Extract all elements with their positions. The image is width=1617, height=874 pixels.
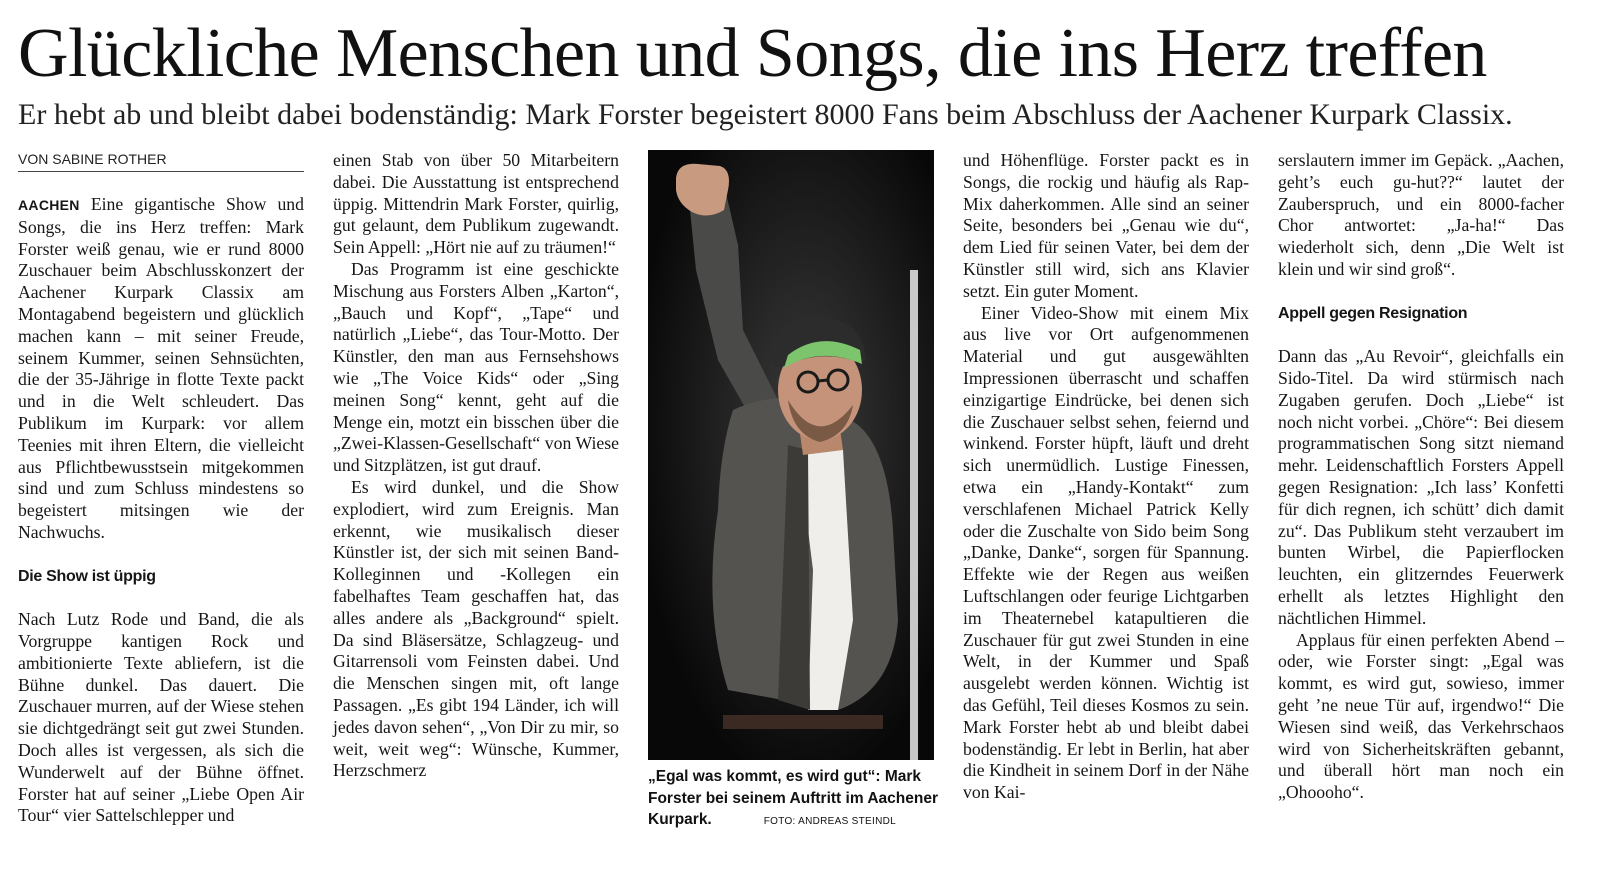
dateline: AACHEN	[18, 197, 80, 213]
paragraph: Es wird dunkel, und die Show explodiert, wird zum Ereignis. Man erkennt, wie musikalisch dieser Künstler ist, der sich mit seinen Band-Kolleginnen und -Kollegen ein fabelhaftes Team geschaffen hat, das alles andere als „Background“ spielt. Da sind Bläsersätze, Schlagzeug- und Gitarrensoli vom Feinsten dabei. Und die Menschen singen mit, oft lange Passagen. „Es gibt 194 Länder, ich will jedes davon sehen“, „Von Dir zu mir, so weit, weit weg“: Wünsche, Kummer, Herzschmerz	[333, 476, 619, 781]
concert-photo	[648, 150, 934, 760]
paragraph-intro	[18, 194, 304, 544]
subheading-appell: Appell gegen Resignation	[1278, 304, 1468, 322]
paragraph-intro-text: Eine gigantische Show und Songs, die ins Herz treffen: Mark Forster weiß genau, wie er rund 8000 Zuschauer beim Abschlusskonzert der Aachener Kurpark Classix am Montagabend begeistern und glücklich machen kann – mit seiner Freude, seinem Kummer, seinen Sehnsüchten, die der 35-Jährige in flotte Texte packt und in die Welt schleudert. Das Publikum im Kurpark: vor allem Teenies mit ihren Eltern, die vielleicht aus Pflichtbewusstsein mitgekommen sind und zum Schluss mindestens so begeistert mitsingen wie der Nachwuchs.	[18, 194, 304, 542]
performer-illustration	[648, 150, 934, 760]
headline: Glückliche Menschen und Songs, die ins Herz treffen	[18, 15, 1487, 92]
subheading-show: Die Show ist üppig	[18, 567, 156, 585]
column-2	[333, 150, 619, 782]
paragraph: Nach Lutz Rode und Band, die als Vorgruppe kantigen Rock und ambitionierte Texte abliefern, ist die Bühne dunkel. Das dauert. Die Zuschauer murren, auf der Wiese stehen sie dichtgedrängt seit gut zwei Stunden. Doch alles ist vergessen, als sich die Wunderwelt auf der Bühne öffnet. Forster hat auf seiner „Liebe Open Air Tour“ vier Sattelschlepper und	[18, 609, 304, 826]
paragraph: und Höhenflüge. Forster packt es in Songs, die rockig und häufig als Rap-Mix daherkommen. Alle sind an seiner Seite, besonders bei „Genau wie du“, dem Lied für seinen Vater, bei dem der Künstler still wird, sich ans Klavier setzt. Ein guter Moment.	[963, 150, 1249, 301]
paragraph: Das Programm ist eine geschickte Mischung aus Forsters Alben „Karton“, „Bauch und Kopf“, „Tape“ und natürlich „Liebe“, das Tour-Motto. Der Künstler, den man aus Fernsehshows wie „The Voice Kids“ oder „Sing meinen Song“ kennt, geht auf die Menge ein, motzt ein bisschen über die „Zwei-Klassen-Gesellschaft“ von Wiese und Sitzplätzen, ist gut drauf.	[333, 258, 619, 476]
subheadline: Er hebt ab und bleibt dabei bodenständig: Mark Forster begeistert 8000 Fans beim Abschluss der Aachener Kurpark Classix.	[18, 98, 1513, 131]
paragraph: Dann das „Au Revoir“, gleichfalls ein Sido-Titel. Da wird stürmisch nach Zugaben gerufen. Doch „Liebe“ ist noch nicht vorbei. „Chöre“: Bei diesem programmatischen Song sitzt niemand mehr. Leidenschaftlich Forsters Appell gegen Resignation: „Ich lass’ Konfetti für dich regnen, ich schütt’ dich damit zu“. Das Publikum steht verzaubert im bunten Wirbel, die Papierflocken leuchten, ein glitzerndes Feuerwerk erhellt als letztes Highlight den nächtlichen Himmel.	[1278, 346, 1564, 628]
paragraph: serslautern immer im Gepäck. „Aachen, geht’s euch gu-hut??“ lautet der Zauberspruch, und ein 8000-facher Chor antwortet: „Ja-ha!“ Das wiederholt sich, denn „Die Welt ist klein und wir sind groß“.	[1278, 150, 1564, 279]
photo-credit: FOTO: ANDREAS STEINDL	[763, 816, 897, 827]
paragraph: einen Stab von über 50 Mitarbeitern dabei. Die Ausstattung ist entsprechend üppig. Mittendrin Mark Forster, quirlig, gut gelaunt, dem Publikum zugewandt. Sein Appell: „Hört nie auf zu träumen!“	[333, 150, 619, 258]
column-5	[1278, 150, 1564, 804]
caption-text: „Egal was kommt, es wird gut“: Mark Forster bei seinem Auftritt im Aachener Kurpark.	[648, 768, 938, 828]
paragraph: Applaus für einen perfekten Abend – oder, wie Forster singt: „Egal was kommt, es wird gut, sowieso, immer geht ’ne neue Tür auf, irgendwo!“ Die Wiesen sind weiß, das Verkehrschaos wird von Sicherheitskräften gebannt, und überall hört man noch ein „Ohoooho“.	[1278, 629, 1564, 803]
paragraph: Einer Video-Show mit einem Mix aus live vor Ort aufgenommenen Material und gut ausgewählten Impressionen überrascht und schaffen einzigartige Eindrücke, bei denen sich die Zuschauer selbst sehen, feiernd und winkend. Forster hüpft, läuft und dreht sich unermüdlich. Lustige Finessen, etwa ein „Handy-Kontakt“ zum verschlafenen Michael Patrick Kelly oder die Zuschalte von Sido beim Song „Danke, Danke“, sorgen für Spannung. Effekte wie der Regen aus weißen Luftschlangen oder feurige Lichtgarben im Theaternebel katapultieren die Zuschauer für gut zwei Stunden in eine Welt, in der Kummer und Spaß ausgelebt werden können. Wichtig ist das Gefühl, Teil dieses Kosmos zu sein. Mark Forster hebt ab und bleibt dabei bodenständig. Er lebt in Berlin, hat aber die Kindheit in seinem Dorf in der Nähe von Kai-	[963, 302, 1249, 803]
byline: VON SABINE ROTHER	[18, 150, 304, 172]
column-1	[18, 194, 304, 827]
column-4	[963, 150, 1249, 804]
photo-caption	[648, 766, 938, 833]
